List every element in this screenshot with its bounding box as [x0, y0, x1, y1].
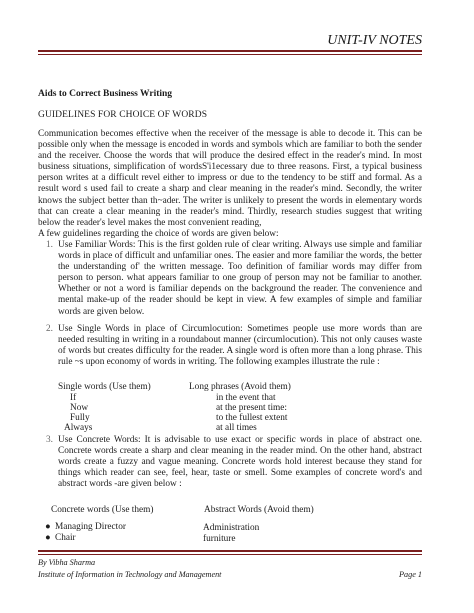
concrete-word: Chair [55, 533, 76, 543]
table-cell-long: at the present time: [216, 403, 287, 413]
table-header-concrete: Concrete words (Use them) [51, 505, 154, 515]
list-text: Use Concrete Words: It is advisable to use exact or specific words in place of abstract one. Concrete words create a sharp and clear meaning in the reader mind. On the other hand, abstract words create a fuzzy and vague meaning. Concrete words hold interest because they stand for things which reader can see, feel, hear, taste or smell. Some examples of concrete word's and abstract words -are given below : [58, 435, 422, 490]
footer-institute: Institute of Information in Technology and Management [38, 570, 222, 579]
abstract-word: furniture [203, 534, 236, 544]
table-header-single: Single words (Use them) [58, 382, 151, 392]
guidelines-intro: A few guidelines regarding the choice of words are given below: [38, 229, 279, 239]
header-rule-thin [38, 54, 422, 55]
header-title: UNIT-IV NOTES [327, 33, 422, 48]
table-header-long: Long phrases (Avoid them) [189, 382, 291, 392]
abstract-word: Administration [203, 523, 260, 533]
table-cell-single: Always [64, 423, 93, 433]
bullet-icon: ● [45, 533, 51, 543]
list-item [46, 240, 422, 318]
table-cell-single: If [70, 393, 77, 403]
header-rule [38, 50, 422, 52]
bullet-icon: ● [45, 522, 51, 532]
table-header-abstract: Abstract Words (Avoid them) [204, 505, 314, 515]
bullet-row [45, 522, 126, 533]
footer-page-number: Page 1 [399, 570, 422, 579]
footer-rule-thin [38, 554, 422, 555]
section-subheading: GUIDELINES FOR CHOICE OF WORDS [38, 110, 208, 120]
list-number: 1. [46, 240, 53, 250]
list-item [46, 435, 422, 490]
list-number: 2. [46, 324, 53, 334]
list-text: Use Single Words in place of Circumlocution: Sometimes people use more words than are needed resulting in writing in a roundabout manner (circumlocution). This not only causes waste of words but creates difficulty for the reader. A single word is often more than a long phrase. This rule ~s upon economy of words in writing. The following examples illustrate the rule : [58, 324, 422, 368]
footer-author: By Vibha Sharma [38, 558, 96, 567]
list-item [46, 324, 422, 368]
section-heading: Aids to Correct Business Writing [38, 89, 173, 99]
table-cell-long: in the event that [216, 393, 276, 403]
table-cell-single: Fully [70, 413, 90, 423]
table-cell-long: at all times [216, 423, 257, 433]
bullet-row [45, 533, 76, 544]
list-text: Use Familiar Words: This is the first golden rule of clear writing. Always use simple and familiar words in place of difficult and unfamiliar ones. The easier and more familiar the words, the better the understanding of' the written message. Too definition of familiar words may differ from person to person. what appears familiar to one group of person may not be familiar to another. Whether or not a word is familiar depends on the background the reader. The convenience and mental make-up of the reader should be kept in view. A few examples of simple and familiar words are given below. [58, 240, 422, 317]
footer-rule [38, 550, 422, 552]
table-cell-single: Now [70, 403, 89, 413]
concrete-word: Managing Director [55, 522, 126, 532]
intro-paragraph: Communication becomes effective when the receiver of the message is able to decode it. This can be possible only when the message is encoded in words and symbols which are familiar to both the sender and the receiver. Choose the words that will produce the desired effect in the reader's mind. In most business situations, simplification of wordsS'i1ecessary due to three reasons. First, a typical business person writes at a difficult revel either to impress or due to the tendency to be stiff and formal. As a result word s used fail to create a sharp and clear meaning in the reader's mind. Secondly, the writer knows the subject better than th~ader. The writer is unlikely to present the words in elementary words that can create a clear meaning in the reader's mind. Thirdly, research studies suggest that writing below the reader's level makes the most convenient reading, [38, 129, 422, 228]
list-number: 3. [46, 435, 53, 445]
table-cell-long: to the fullest extent [216, 413, 288, 423]
